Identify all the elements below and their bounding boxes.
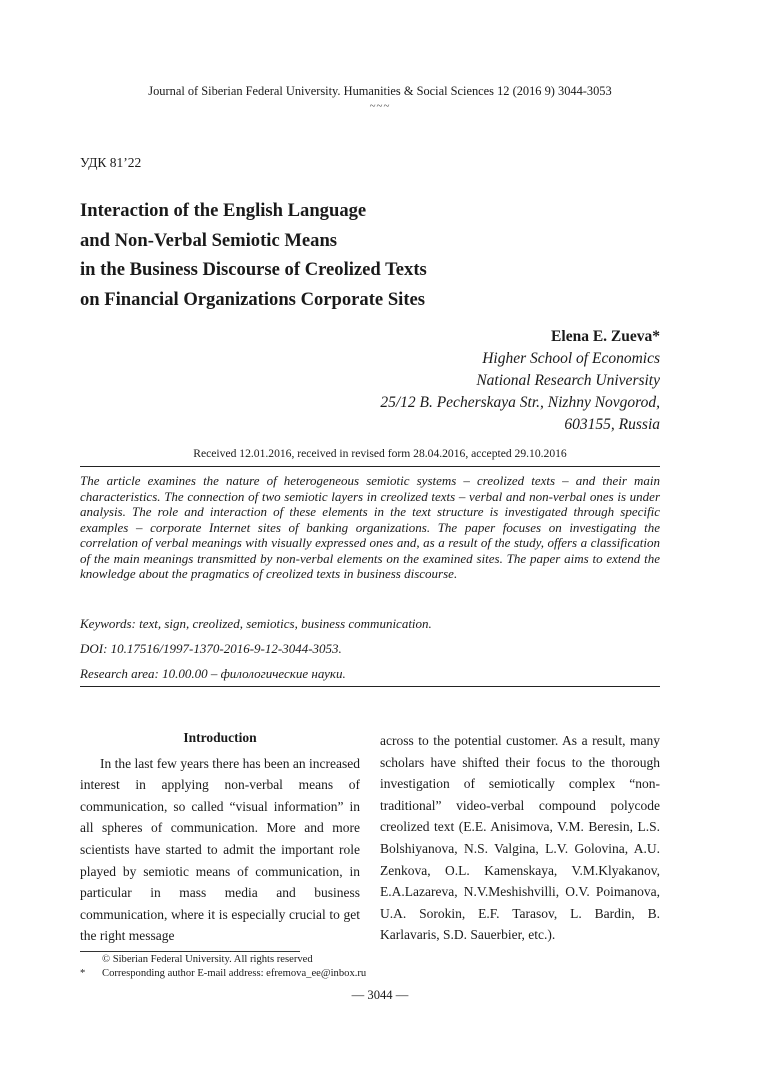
body-paragraph: across to the potential customer. As a result, many scholars have shifted their focus to the thorough investigation of semiotically complex “non-traditional” video-verbal compound polycode creolized text (E.E. Anisimova, V.M. Beresin, L.S. Bolshiyanova, N.S. Valgina, L.V. Golovina, A.U. Zenkova, O.L. Kamenskaya, V.M.Klyakanov, E.A.Lazareva, N.V.Meshishvilli, O.V. Poimanova, U.A. Sorokin, E.F. Tarasov, L. Bardin, B. Karlavaris, S.D. Sauerbier, etc.). xyxy=(380,733,660,943)
body-paragraph: In the last few years there has been an increased interest in applying non-verbal means of communication, so called “visual information” in all spheres of communication. More and more scientists have started to admit the important role played by semiotic means of communication, in particular in mass media and business communication, where it is especially crucial to get the right message xyxy=(80,755,360,944)
section-heading: Introduction xyxy=(183,730,257,745)
body-column-right xyxy=(380,730,660,946)
research-area: Research area: 10.00.00 – филологические науки. xyxy=(80,666,346,681)
asterisk-mark: * xyxy=(80,968,86,979)
keywords: Keywords: text, sign, creolized, semiotics, business communication. xyxy=(80,616,432,631)
footnote-copyright xyxy=(80,954,313,965)
journal-header: Journal of Siberian Federal University. Humanities & Social Sciences 12 (2016 9) 3044-3053 xyxy=(148,84,612,98)
title-line: on Financial Organizations Corporate Sites xyxy=(80,288,426,310)
corresponding-text: Corresponding author E-mail address: efremova_ee@inbox.ru xyxy=(102,968,367,979)
copyright-text: © Siberian Federal University. All rights reserved xyxy=(102,954,313,965)
abstract-bottom-rule xyxy=(80,686,660,687)
received-dates: Received 12.01.2016, received in revised form 28.04.2016, accepted 29.10.2016 xyxy=(193,447,567,460)
doi: DOI: 10.17516/1997-1370-2016-9-12-3044-3053. xyxy=(80,641,342,656)
abstract-top-rule xyxy=(80,466,660,467)
title-line: in the Business Discourse of Creolized Texts xyxy=(80,259,427,280)
title-line: Interaction of the English Language xyxy=(80,200,367,221)
footnote-corresponding xyxy=(80,968,366,979)
affiliation-line: 25/12 B. Pecherskaya Str., Nizhny Novgorod, xyxy=(380,394,660,411)
affiliation-line: National Research University xyxy=(476,372,660,389)
udk-code: УДК 81’22 xyxy=(80,155,142,170)
affiliation-line: Higher School of Economics xyxy=(482,350,660,367)
abstract: The article examines the nature of heterogeneous semiotic systems – creolized texts – and their main characteristics. The connection of two semiotic layers in creolized texts – verbal and non-verbal ones is under analysis. The role and interaction of these elements in the text structure is investigated through specific examples – corporate Internet sites of banking organizations. The paper focuses on investigating the correlation of verbal meanings with visually expressed ones and, as a result of the study, offers a classification of the main meanings transmitted by non-verbal elements on the examined sites. The paper aims to extend the knowledge about the pragmatics of creolized texts in business discourse. xyxy=(80,473,660,581)
author-name: Elena E. Zueva* xyxy=(551,328,660,345)
author-block xyxy=(380,326,660,436)
header-ornament: ~~~ xyxy=(369,100,391,112)
page-number: — 3044 — xyxy=(351,988,409,1002)
body-column-left xyxy=(80,727,360,947)
footnote-rule xyxy=(80,951,300,952)
title-line: and Non-Verbal Semiotic Means xyxy=(80,229,338,251)
article-title xyxy=(80,196,600,314)
affiliation-line: 603155, Russia xyxy=(564,416,660,433)
